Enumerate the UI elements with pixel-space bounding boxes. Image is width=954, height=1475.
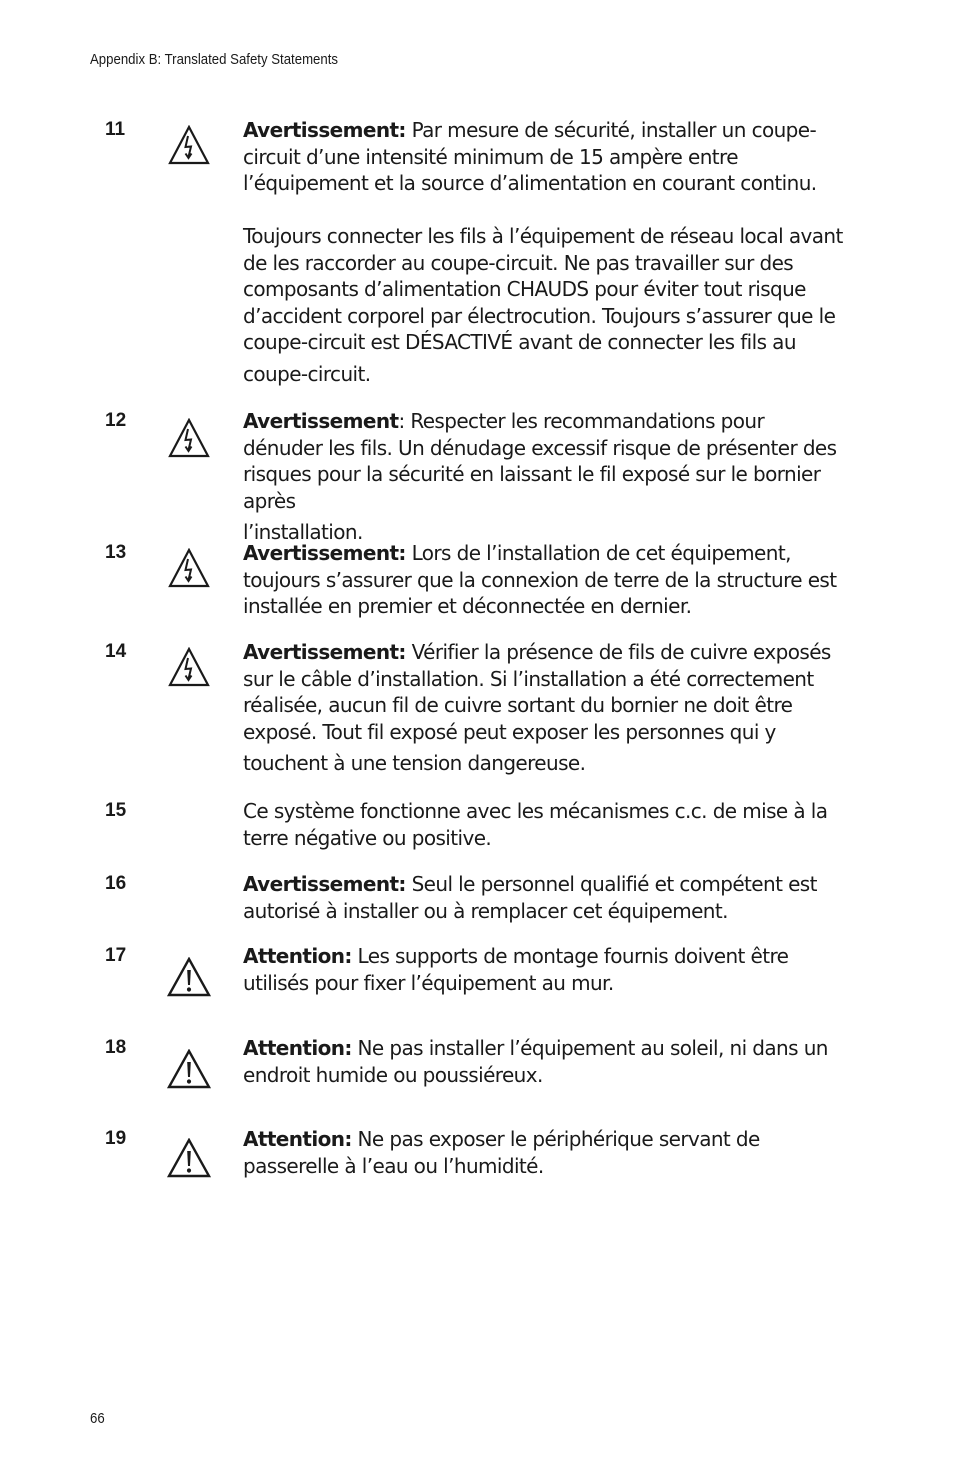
statement-body: : Respecter les recommandations pour dénuder les fils. Un dénudage excessif risque de présenter des risques pour la sécurité en laissant le fil exposé sur le bornier après [243, 409, 837, 513]
statement-text [243, 117, 849, 387]
statement-number: 15 [105, 800, 127, 821]
statement-number: 12 [105, 410, 127, 431]
caution-icon [166, 957, 212, 999]
statement-body: Lors de l’installation de cet équipement, toujours s’assurer que la connexion de terre de la structure est installée en premier et déconnectée en dernier. [243, 541, 837, 618]
statement-number: 17 [105, 945, 127, 966]
statement-keyword: Attention: [243, 1036, 352, 1060]
statement-number: 13 [105, 542, 127, 563]
statement-keyword: Attention: [243, 944, 352, 968]
statement-keyword: Avertissement: [243, 118, 406, 142]
statement-number: 11 [105, 119, 126, 140]
statement-last-line: touchent à une tension dangereuse. [243, 751, 586, 775]
statement-body: Par mesure de sécurité, installer un coupe-circuit d’une intensité minimum de 15 ampère entre l’équipement et la source d’alimentation en courant continu. [243, 118, 817, 195]
statement-last-line: l’installation. [243, 520, 363, 544]
page-header: Appendix B: Translated Safety Statements [90, 51, 339, 68]
statement-number: 16 [105, 873, 127, 894]
statement-body: Seul le personnel qualifié et compétent est autorisé à installer ou à remplacer cet équipement. [243, 872, 817, 923]
statement-last-line: coupe-circuit. [243, 361, 371, 386]
electrical-hazard-icon [166, 418, 212, 460]
electrical-hazard-icon [166, 647, 212, 689]
statement-text [243, 639, 849, 777]
statement-keyword: Avertissement: [243, 872, 406, 896]
statement-text [243, 540, 849, 620]
statement-text [243, 1126, 849, 1179]
statement-body: Ne pas exposer le périphérique servant de passerelle à l’eau ou l’humidité. [243, 1127, 760, 1178]
statement-text [243, 1035, 849, 1088]
caution-icon [166, 1049, 212, 1091]
electrical-hazard-icon [166, 548, 212, 590]
statement-paragraph: Toujours connecter les fils à l’équipement de réseau local avant de les raccorder au coupe-circuit. Ne pas travailler sur des composants d’alimentation CHAUDS pour éviter tout risque d’accident corporel par électrocution. Toujours s’assurer que le coupe-circuit est DÉSACTIVÉ avant de connecter les fils au [243, 224, 843, 354]
statement-text [243, 943, 849, 996]
statement-number: 18 [105, 1037, 127, 1058]
statement-number: 19 [105, 1128, 127, 1149]
page-number: 66 [90, 1410, 105, 1427]
statement-text [243, 798, 849, 851]
statement-body: Ne pas installer l’équipement au soleil, ni dans un endroit humide ou poussiéreux. [243, 1036, 828, 1087]
electrical-hazard-icon [166, 125, 212, 167]
caution-icon [166, 1138, 212, 1180]
statement-keyword: Avertissement [243, 409, 399, 433]
statement-body: Les supports de montage fournis doivent être utilisés pour fixer l’équipement au mur. [243, 944, 789, 995]
statement-keyword: Avertissement: [243, 541, 406, 565]
statement-text [243, 408, 849, 546]
statement-keyword: Avertissement: [243, 640, 406, 664]
statement-number: 14 [105, 641, 127, 662]
statement-body: Ce système fonctionne avec les mécanismes c.c. de mise à la terre négative ou positive. [243, 799, 828, 850]
statement-body: Vérifier la présence de fils de cuivre exposés sur le câble d’installation. Si l’installation a été correctement réalisée, aucun fil de cuivre sortant du bornier ne doit être exposé. Tout fil exposé peut exposer les personnes qui y [243, 640, 831, 744]
statement-text [243, 871, 849, 924]
statement-keyword: Attention: [243, 1127, 352, 1151]
